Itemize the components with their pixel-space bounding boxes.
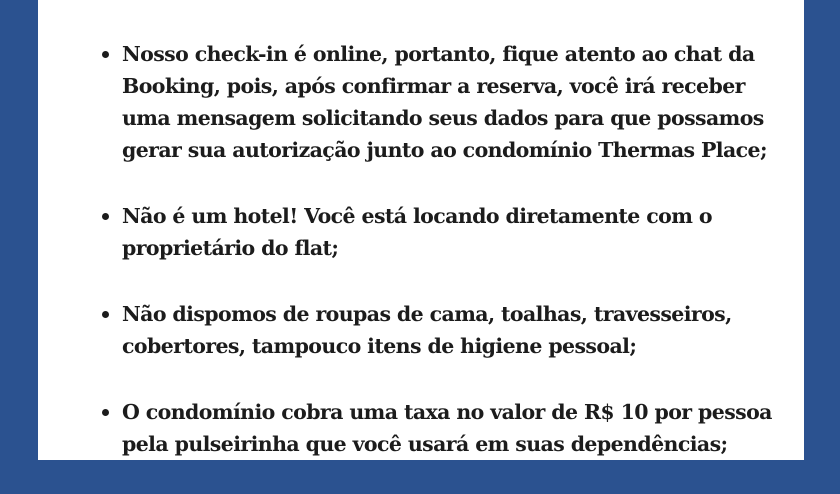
- list-item: [122, 38, 802, 166]
- list-item: [122, 298, 802, 362]
- item-text-line: gerar sua autorização junto ao condomínio Thermas Place;: [122, 138, 767, 162]
- item-text-line: O condomínio cobra uma taxa no valor de R$ 10 por pessoa: [122, 400, 772, 424]
- item-text-line: Não é um hotel! Você está locando diretamente com o: [122, 204, 712, 228]
- item-text-line: pela pulseirinha que você usará em suas dependências;: [122, 432, 728, 456]
- item-text-line: Nosso check-in é online, portanto, fique atento ao chat da: [122, 42, 755, 66]
- bullet-icon: [102, 213, 109, 220]
- bullet-icon: [102, 409, 109, 416]
- item-text-line: Não dispomos de roupas de cama, toalhas, travesseiros,: [122, 302, 732, 326]
- item-text-line: cobertores, tampouco itens de higiene pessoal;: [122, 334, 637, 358]
- list-item: [122, 200, 802, 264]
- item-text-line: proprietário do flat;: [122, 236, 339, 260]
- rules-list: [122, 38, 802, 494]
- item-text-line: uma mensagem solicitando seus dados para que possamos: [122, 106, 764, 130]
- item-text-line: Booking, pois, após confirmar a reserva, você irá receber: [122, 74, 745, 98]
- list-item: [122, 396, 802, 460]
- bullet-icon: [102, 51, 109, 58]
- bullet-icon: [102, 311, 109, 318]
- document-page: [38, 0, 804, 460]
